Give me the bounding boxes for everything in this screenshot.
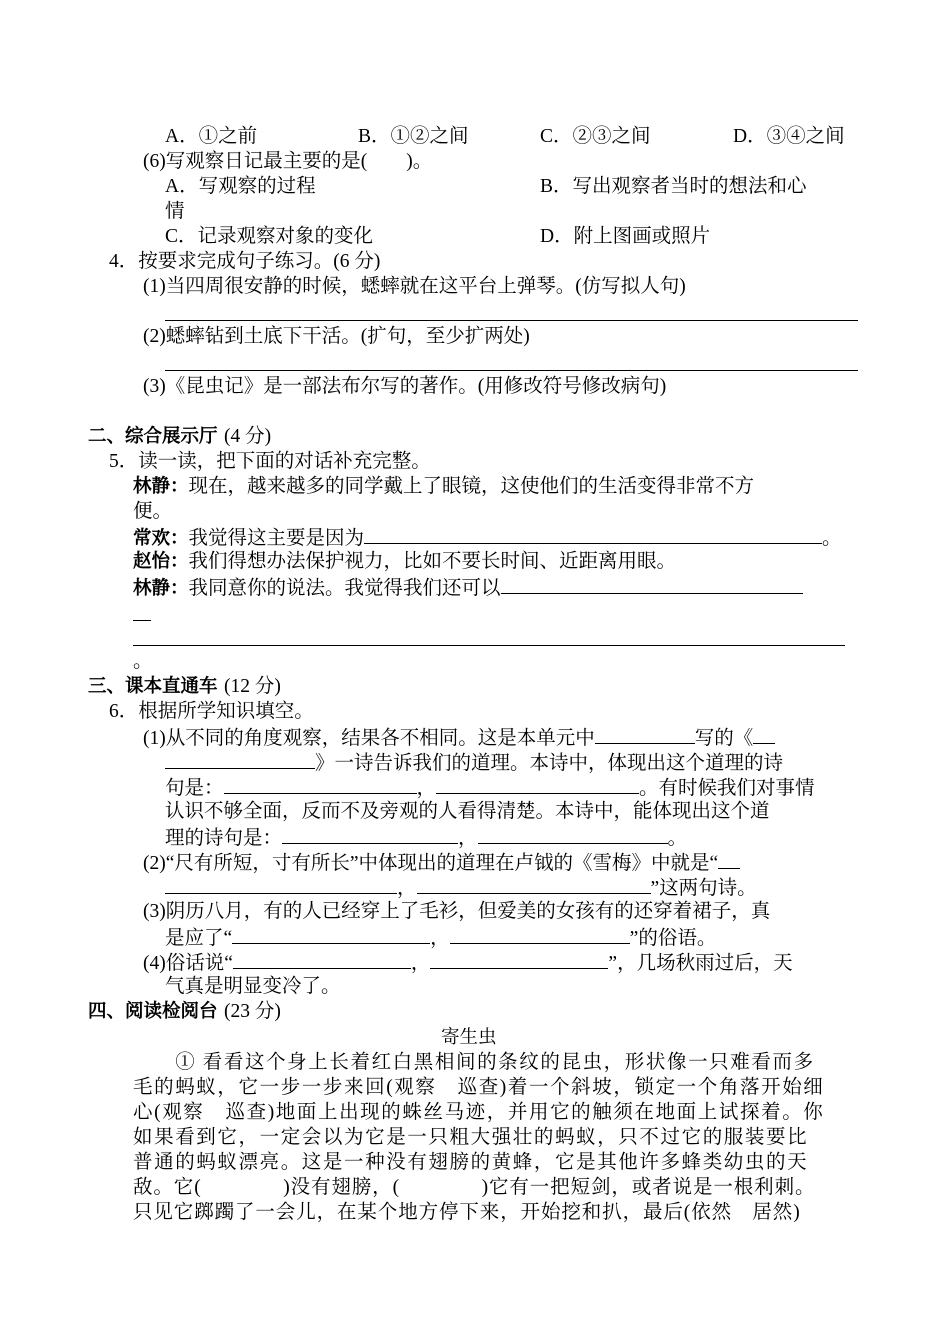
question-6-stem: (6)写观察日记最主要的是( )。 [143, 151, 433, 172]
fill-2-line-1: (2)“尺有所短，寸有所长”中体现出的道理在卢钺的《雪梅》中就是“ [143, 849, 740, 876]
option-c: C．②③之间 [540, 126, 651, 147]
fill-blank[interactable] [753, 724, 775, 744]
fill-1-line-5: 理的诗句是： ， 。 [165, 824, 687, 851]
q6-option-d: D．附上图画或照片 [540, 226, 711, 247]
fill-blank-wrap-2[interactable] [133, 645, 845, 646]
fill-blank[interactable] [718, 849, 740, 869]
option-b: B．①②之间 [358, 126, 469, 147]
article-line: ① 看看这个身上长着红白黑相间的条纹的昆虫，形状像一只难看而多 [133, 1052, 815, 1073]
article-line: 心(观察 巡查)地面上出现的蛛丝马迹，并用它的触须在地面上试探着。你 [133, 1102, 825, 1123]
question-6-stem-s3: 6．根据所学知识填空。 [109, 701, 314, 722]
fill-1-line-4: 认识不够全面，反而不及旁观的人看得清楚。本诗中，能体现出这个道 [165, 801, 770, 822]
article-line: 普通的蚂蚁漂亮。这是一种没有翅膀的黄蜂，它是其他许多蜂类幼虫的天 [133, 1152, 809, 1173]
q4-sentence-3: (3)《昆虫记》是一部法布尔写的著作。(用修改符号修改病句) [143, 376, 667, 397]
fill-4-line-2: 气真是明显变冷了。 [165, 976, 341, 997]
q4-sentence-2: (2)蟋蟀钻到土底下干活。(扩句，至少扩两处) [143, 326, 530, 347]
dialogue-3: 赵怡：我们得想办法保护视力，比如不要长时间、近距离用眼。 [133, 551, 677, 572]
dialogue-4-end: 。 [133, 651, 153, 672]
answer-line-1[interactable] [165, 320, 858, 321]
article-line: 只见它踯躅了一会儿，在某个地方停下来，开始挖和扒，最后(依然 居然) [133, 1202, 801, 1223]
fill-blank[interactable] [233, 949, 411, 969]
option-d: D．③④之间 [733, 126, 845, 147]
fill-blank[interactable] [430, 949, 608, 969]
article-line: 敌。它( )没有翅膀，( )它有一把短剑，或者说是一根利刺。 [133, 1177, 816, 1198]
dialogue-1: 林静：现在，越来越多的同学戴上了眼镜，这使他们的生活变得非常不方 [133, 476, 755, 497]
dialogue-1-cont: 便。 [133, 501, 173, 522]
q4-sentence-1: (1)当四周很安静的时候，蟋蟀就在这平台上弹琴。(仿写拟人句) [143, 276, 686, 297]
fill-blank[interactable] [232, 924, 430, 944]
q6-option-b-cont: 情 [165, 201, 185, 222]
fill-blank[interactable] [224, 774, 417, 794]
question-5-stem: 5．读一读，把下面的对话补充完整。 [109, 451, 431, 472]
answer-line-2[interactable] [165, 370, 858, 371]
article-line: 毛的蚂蚁，它一步一步来回(观察 巡查)着一个斜坡，锁定一个角落开始细 [133, 1077, 825, 1098]
article-line: 如果看到它，一定会以为它是一只粗大强壮的蚂蚁，只不过它的服装要比 [133, 1127, 809, 1148]
fill-blank[interactable] [450, 924, 630, 944]
fill-blank[interactable] [501, 574, 803, 594]
fill-3-line-1: (3)阴历八月，有的人已经穿上了毛衫，但爱美的女孩有的还穿着裙子，真 [143, 901, 771, 922]
fill-blank[interactable] [478, 824, 668, 844]
fill-blank[interactable] [364, 524, 822, 544]
fill-blank[interactable] [417, 874, 651, 894]
dialogue-4: 林静：我同意你的说法。我觉得我们还可以 [133, 574, 803, 601]
fill-blank[interactable] [165, 749, 315, 769]
q6-option-a: A．写观察的过程 [165, 176, 316, 197]
question-4-stem: 4．按要求完成句子练习。(6 分) [109, 251, 381, 272]
option-a: A．①之前 [165, 126, 258, 147]
article-title: 寄生虫 [441, 1027, 497, 1048]
fill-1-line-1: (1)从不同的角度观察，结果各不相同。这是本单元中 写的《 [143, 724, 775, 751]
fill-4-line-1: (4)俗话说“ ， ”，几场秋雨过后，天 [143, 949, 793, 976]
section-4-heading: 四、阅读检阅台 (23 分) [88, 1001, 281, 1022]
fill-blank[interactable] [165, 874, 397, 894]
q6-option-c: C．记录观察对象的变化 [165, 226, 374, 247]
fill-blank[interactable] [436, 774, 639, 794]
fill-1-line-2: 》一诗告诉我们的道理。本诗中，体现出这个道理的诗 [165, 749, 783, 776]
fill-1-line-3: 句是： ， 。有时候我们对事情 [165, 774, 815, 801]
dialogue-2: 常欢：我觉得这主要是因为 。 [133, 524, 842, 551]
fill-3-line-2: 是应了“ ， ”的俗语。 [165, 924, 716, 951]
section-3-heading: 三、课本直通车 (12 分) [88, 676, 281, 697]
fill-blank-wrap[interactable] [133, 620, 151, 621]
fill-blank[interactable] [282, 824, 458, 844]
q6-option-b: B．写出观察者当时的想法和心 [540, 176, 807, 197]
fill-2-line-2: ， ”这两句诗。 [165, 874, 757, 901]
fill-blank[interactable] [595, 724, 695, 744]
section-2-heading: 二、综合展示厅 (4 分) [88, 426, 272, 447]
